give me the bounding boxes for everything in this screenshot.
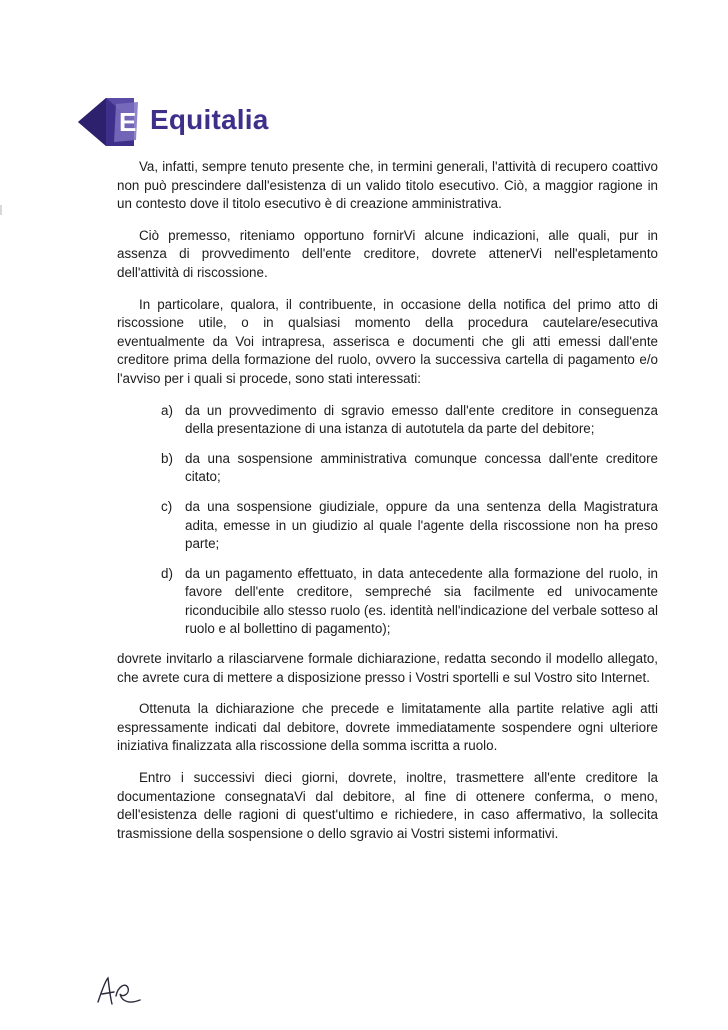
equitalia-logo xyxy=(76,94,276,150)
list-item xyxy=(117,450,658,487)
logo-wordmark: Equitalia xyxy=(150,104,269,135)
paragraph: Ottenuta la dichiarazione che precede e limitatamente alla partite relative agli atti espressamente indicati dal debitore, dovrete immediatamente sospendere ogni ulteriore iniziativa finalizzata alla riscossione della somma iscritta a ruolo. xyxy=(117,701,658,754)
list-item-text: da un provvedimento di sgravio emesso dall'ente creditore in conseguenza della presentazione di una istanza di autotutela da parte del debitore; xyxy=(185,402,658,437)
paragraph: Entro i successivi dieci giorni, dovrete, inoltre, trasmettere all'ente creditore la documentazione consegnataVi dal debitore, al fine di ottenere conferma, o meno, dell'esistenza delle ragioni di quest'ultimo e richiedere, in caso affermativo, la sollecita trasmissione della sospensione o dello sgravio ai Vostri sistemi informativi. xyxy=(117,770,658,841)
letter-body xyxy=(117,158,658,856)
paragraph: dovrete invitarlo a rilasciarvene formale dichiarazione, redatta secondo il modello allegato, che avrete cura di mettere a disposizione presso i Vostri sportelli e sul Vostro sito Internet. xyxy=(117,651,658,685)
list-item xyxy=(117,565,658,639)
equitalia-logo-mark-icon xyxy=(76,94,144,150)
logo-letter: E xyxy=(119,107,137,137)
list-marker: b) xyxy=(161,450,173,466)
handwritten-initials-signature xyxy=(92,972,152,1012)
list-item xyxy=(117,498,658,554)
list-item xyxy=(117,402,658,439)
paragraph: In particolare, qualora, il contribuente, in occasione della notifica del primo atto di riscossione utile, o in qualsiasi momento della procedura cautelare/esecutiva eventualmente da Voi intrapresa, asserisca e documenti che gli atti emessi dall'ente creditore prima della formazione del ruolo, ovvero la successiva cartella di pagamento e/o l'avviso per i quali si procede, sono stati interessati: xyxy=(117,296,658,386)
list-marker: d) xyxy=(161,565,173,581)
list-item-text: da un pagamento effettuato, in data antecedente alla formazione del ruolo, in favore dell'ente creditore, sempreché sia facilmente ed univocamente riconducibile allo stesso ruolo (es. identità nell'indicazione del verbale sotteso al ruolo e al bollettino di pagamento); xyxy=(185,565,658,637)
paragraph: Ciò premesso, riteniamo opportuno fornirVi alcune indicazioni, alle quali, pur in assenza di provvedimento dell'ente creditore, dovrete attenerVi nell'espletamento dell'attività di riscossione. xyxy=(117,227,658,280)
list-item-text: da una sospensione amministrativa comunque concessa dall'ente creditore citato; xyxy=(185,450,658,485)
conditions-list xyxy=(117,402,658,640)
paragraph: Va, infatti, sempre tenuto presente che, in termini generali, l'attività di recupero coattivo non può prescindere dall'esistenza di un valido titolo esecutivo. Ciò, a maggior ragione in un contesto dove il titolo esecutivo è di creazione amministrativa. xyxy=(117,159,658,212)
scan-edge-mark xyxy=(0,205,2,215)
list-marker: c) xyxy=(161,498,173,514)
list-item-text: da una sospensione giudiziale, oppure da una sentenza della Magistratura adita, emesse in un giudizio al quale l'agente della riscossione non ha preso parte; xyxy=(185,498,658,552)
list-marker: a) xyxy=(161,402,173,418)
